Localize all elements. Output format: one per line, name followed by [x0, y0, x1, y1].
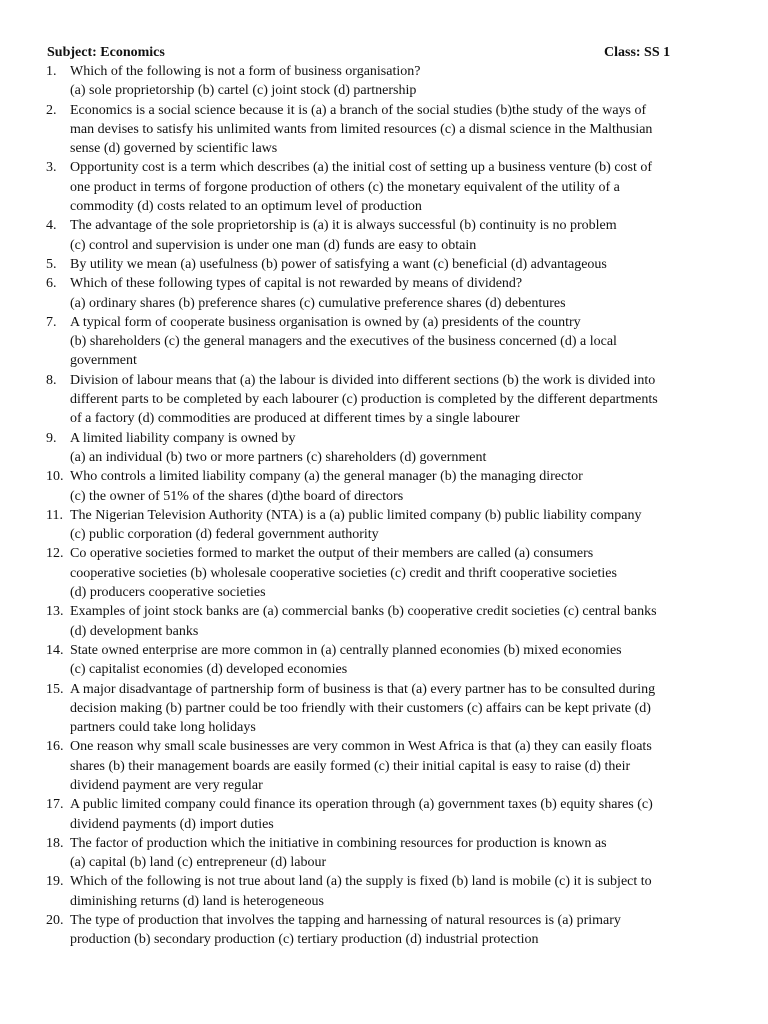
- question-item: [46, 911, 724, 950]
- question-number: 9.: [46, 430, 57, 446]
- question-text: Which of the following is not a form of business organisation? (a) sole proprietorship (b) cartel (c) joint stock (d) partnership: [70, 64, 421, 99]
- question-number: 5.: [46, 256, 57, 272]
- question-text: Division of labour means that (a) the labour is divided into different sections (b) the work is divided into different parts to be completed by each labourer (c) production is completed by the different departments of a factory (d) commodities are produced at different times by a single labourer: [70, 372, 658, 427]
- question-number: 8.: [46, 372, 57, 388]
- question-text: Opportunity cost is a term which describes (a) the initial cost of setting up a business venture (b) cost of one product in terms of forgone production of others (c) the monetary equivalent of the utility of a commodity (d) costs related to an optimum level of production: [70, 160, 653, 215]
- question-number: 19.: [46, 874, 64, 890]
- question-item: [46, 737, 724, 795]
- question-item: [46, 834, 724, 873]
- question-number: 20.: [46, 913, 64, 929]
- page-header: [47, 43, 687, 63]
- question-text: One reason why small scale businesses are very common in West Africa is that (a) they can easily floats shares (b) their management boards are easily formed (c) their initial capital is easy to raise (d) their dividend payment are very regular: [70, 739, 652, 793]
- question-text: The advantage of the sole proprietorship is (a) it is always successful (b) continuity is no problem (c) control and supervision is under one man (d) funds are easy to obtain: [70, 218, 617, 253]
- question-item: [46, 506, 724, 545]
- question-text: Which of these following types of capital is not rewarded by means of dividend? (a) ordinary shares (b) preference shares (c) cumulative preference shares (d) debentures: [70, 276, 566, 311]
- subject-title: Subject: Economics: [47, 45, 165, 60]
- question-item: [46, 255, 724, 274]
- question-text: The factor of production which the initiative in combining resources for production is known as (a) capital (b) land (c) entrepreneur (d) labour: [70, 835, 607, 871]
- question-number: 6.: [46, 276, 57, 292]
- question-item: [46, 158, 724, 216]
- question-text: Who controls a limited liability company (a) the general manager (b) the managing director (c) the owner of 51% of the shares (d)the board of directors: [70, 469, 583, 504]
- question-text: By utility we mean (a) usefulness (b) power of satisfying a want (c) beneficial (d) advantageous: [70, 256, 607, 272]
- question-item: [46, 429, 724, 468]
- question-number: 10.: [46, 469, 64, 485]
- question-number: 18.: [46, 835, 64, 851]
- question-item: [46, 872, 724, 911]
- question-number: 11.: [46, 507, 63, 523]
- question-item: [46, 274, 724, 313]
- question-text: A major disadvantage of partnership form of business is that (a) every partner has to be consulted during decision making (b) partner could be too friendly with their customers (c) affairs can be kept private (d) partners could take long holidays: [70, 681, 656, 736]
- question-text: A public limited company could finance its operation through (a) government taxes (b) equity shares (c) dividend payments (d) import duties: [70, 797, 653, 832]
- question-text: Co operative societies formed to market the output of their members are called (a) consumers cooperative societies (b) wholesale cooperative societies (c) credit and thrift cooperative societies (d) producers cooperative societies: [70, 546, 617, 601]
- question-number: 13.: [46, 604, 64, 620]
- question-number: 1.: [46, 64, 57, 79]
- class-label: Class: SS 1: [604, 45, 671, 60]
- question-item: [46, 680, 724, 738]
- question-text: State owned enterprise are more common in (a) centrally planned economies (b) mixed economies (c) capitalist economies (d) developed economies: [70, 642, 622, 678]
- question-number: 2.: [46, 102, 57, 118]
- question-text: Examples of joint stock banks are (a) commercial banks (b) cooperative credit societies (c) central banks (d) development banks: [70, 604, 657, 639]
- question-number: 17.: [46, 797, 64, 813]
- question-text: The type of production that involves the tapping and harnessing of natural resources is (a) primary production (b) secondary production (c) tertiary production (d) industrial protection: [70, 913, 621, 948]
- question-text: The Nigerian Television Authority (NTA) is a (a) public limited company (b) public liability company (c) public corporation (d) federal government authority: [70, 507, 642, 543]
- question-number: 15.: [46, 681, 64, 697]
- question-item: [46, 795, 724, 834]
- question-number: 14.: [46, 642, 64, 658]
- question-text: A typical form of cooperate business organisation is owned by (a) presidents of the country (b) shareholders (c) the general managers and the executives of the business concerned (d) a local government: [70, 314, 617, 369]
- question-number: 7.: [46, 314, 57, 330]
- question-text: Economics is a social science because it is (a) a branch of the social studies (b)the study of the ways of man devises to satisfy his unlimited wants from limited resources (c) a dismal science in the Malthusian sense (d) governed by scientific laws: [70, 102, 653, 157]
- question-number: 3.: [46, 160, 57, 176]
- question-item: [46, 602, 724, 641]
- question-text: A limited liability company is owned by (a) an individual (b) two or more partners (c) shareholders (d) government: [70, 430, 487, 465]
- question-item: [46, 641, 724, 680]
- question-number: 16.: [46, 739, 64, 755]
- question-item: [46, 101, 724, 159]
- question-number: 12.: [46, 546, 64, 562]
- question-item: [46, 544, 724, 602]
- question-number: 4.: [46, 218, 57, 234]
- question-list: [46, 62, 724, 950]
- question-text: Which of the following is not true about land (a) the supply is fixed (b) land is mobile (c) it is subject to diminishing returns (d) land is heterogeneous: [70, 874, 652, 909]
- question-item: [46, 313, 724, 371]
- question-item: [46, 371, 724, 429]
- question-item: [46, 62, 724, 101]
- question-item: [46, 467, 724, 506]
- question-item: [46, 216, 724, 255]
